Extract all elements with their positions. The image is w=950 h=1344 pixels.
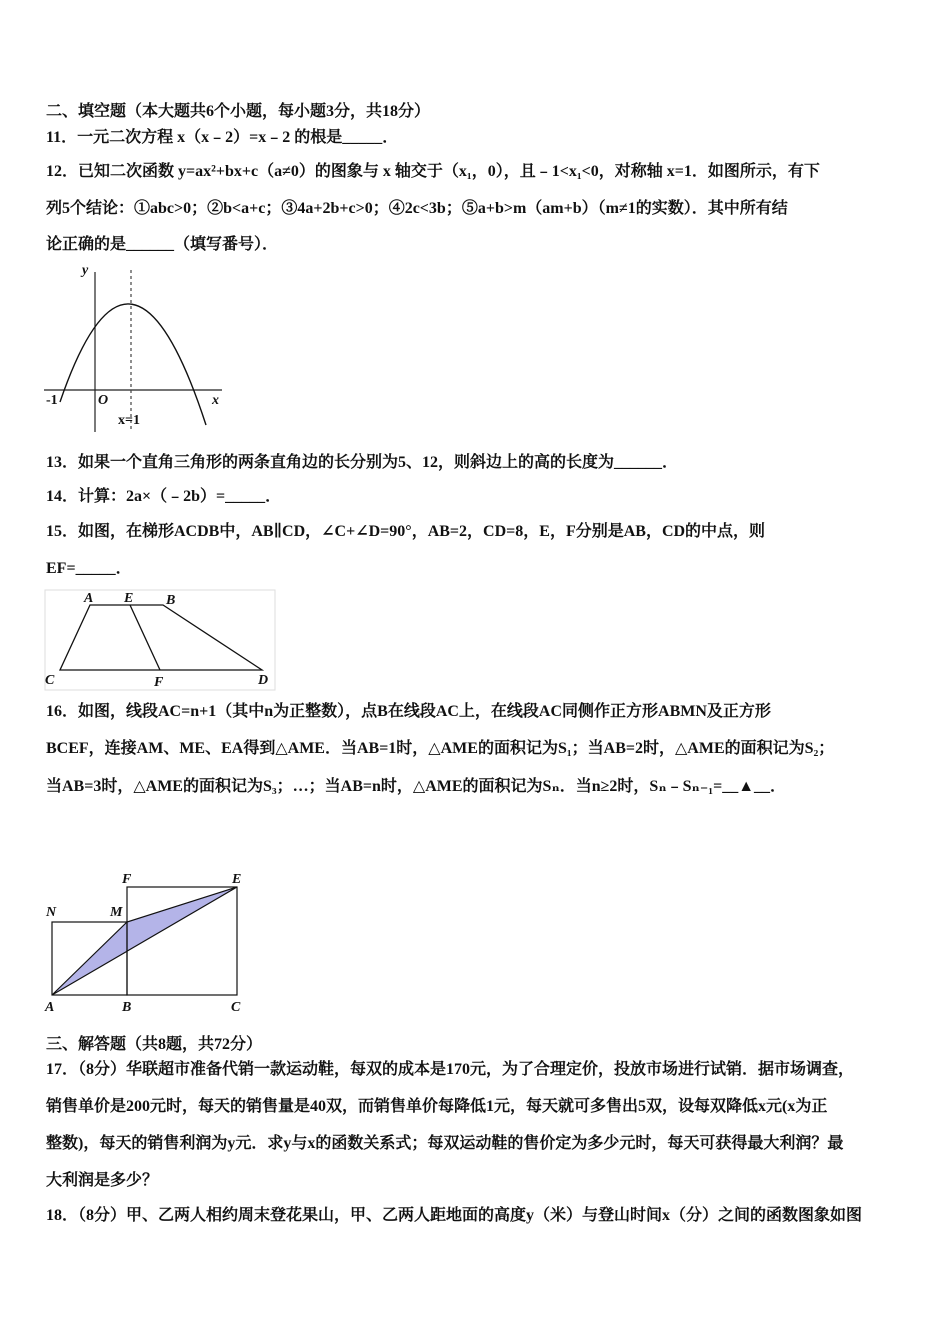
question-15-line1: 15．如图，在梯形ACDB中，AB∥CD，∠C+∠D=90°，AB=2，CD=8，E，F分别是AB，CD的中点，则	[46, 523, 766, 540]
question-18-line1: 18．（8分）甲、乙两人相约周末登花果山，甲、乙两人距地面的高度y（米）与登山时间x（分）之间的函数图象如图	[46, 1207, 863, 1224]
label-F: F	[154, 675, 164, 690]
label-A: A	[45, 1000, 55, 1015]
label-A: A	[84, 591, 94, 606]
label-B: B	[122, 1000, 132, 1015]
question-12-line2: 列5个结论：①abc>0；②b<a+c；③4a+2b+c>0；④2c<3b；⑤a+b>m（am+b）（m≠1的实数）．其中所有结	[46, 200, 788, 217]
label-F: F	[122, 872, 132, 887]
question-17-line1: 17．（8分）华联超市准备代销一款运动鞋，每双的成本是170元，为了合理定价，投放市场进行试销．据市场调查，	[46, 1061, 855, 1078]
trapezoid-figure	[40, 588, 280, 692]
label-C: C	[231, 1000, 241, 1015]
origin-label: O	[98, 393, 109, 408]
question-16-line1: 16．如图，线段AC=n+1（其中n为正整数），点B在线段AC上，在线段AC同侧作正方形ABMN及正方形	[46, 703, 771, 720]
label-N: N	[46, 905, 57, 920]
label-E: E	[232, 872, 242, 887]
question-16-line3: 当AB=3时，△AME的面积记为S₃；…；当AB=n时，△AME的面积记为Sₙ．当n≥2时，Sₙ﹣Sₙ₋₁=__▲__．	[46, 778, 787, 795]
y-axis-label: y	[82, 263, 89, 278]
label-C: C	[45, 673, 55, 688]
parabola-figure	[40, 258, 240, 438]
question-15-line2: EF=_____．	[46, 560, 132, 577]
question-12-line1: 12．已知二次函数 y=ax²+bx+c（a≠0）的图象与 x 轴交于（x₁，0），且﹣1<x₁<0，对称轴 x=1．如图所示，有下	[46, 163, 820, 180]
question-12-line3: 论正确的是______（填写番号）．	[46, 236, 279, 253]
section-3-heading: 三、解答题（共8题，共72分）	[46, 1036, 263, 1053]
label-D: D	[258, 673, 269, 688]
neg-one-label: -1	[46, 393, 58, 408]
label-M: M	[110, 905, 123, 920]
section-2-heading: 二、填空题（本大题共6个小题，每小题3分，共18分）	[46, 103, 431, 120]
question-17-line2: 销售单价是200元时，每天的销售量是40双，而销售单价每降低1元，每天就可多售出5双，设每双降低x元(x为正	[46, 1098, 828, 1115]
question-16-line2: BCEF，连接AM、ME、EA得到△AME．当AB=1时，△AME的面积记为S₁；当AB=2时，△AME的面积记为S₂；	[46, 740, 835, 757]
question-14: 14．计算：2a×（﹣2b）=_____．	[46, 488, 282, 505]
label-B: B	[166, 593, 176, 608]
axis-of-symmetry-label: x=1	[118, 413, 140, 428]
x-axis-label: x	[212, 393, 219, 408]
question-13: 13．如果一个直角三角形的两条直角边的长分别为5、12，则斜边上的高的长度为______．	[46, 454, 679, 471]
question-11: 11．一元二次方程 x（x﹣2）=x﹣2 的根是_____．	[46, 129, 399, 146]
squares-figure	[40, 868, 250, 1018]
question-17-line4: 大利润是多少？	[46, 1172, 159, 1189]
label-E: E	[124, 591, 134, 606]
question-17-line3: 整数)，每天的销售利润为y元．求y与x的函数关系式；每双运动鞋的售价定为多少元时，每天可获得最大利润？最	[46, 1135, 844, 1152]
triangle-AME	[52, 887, 237, 995]
